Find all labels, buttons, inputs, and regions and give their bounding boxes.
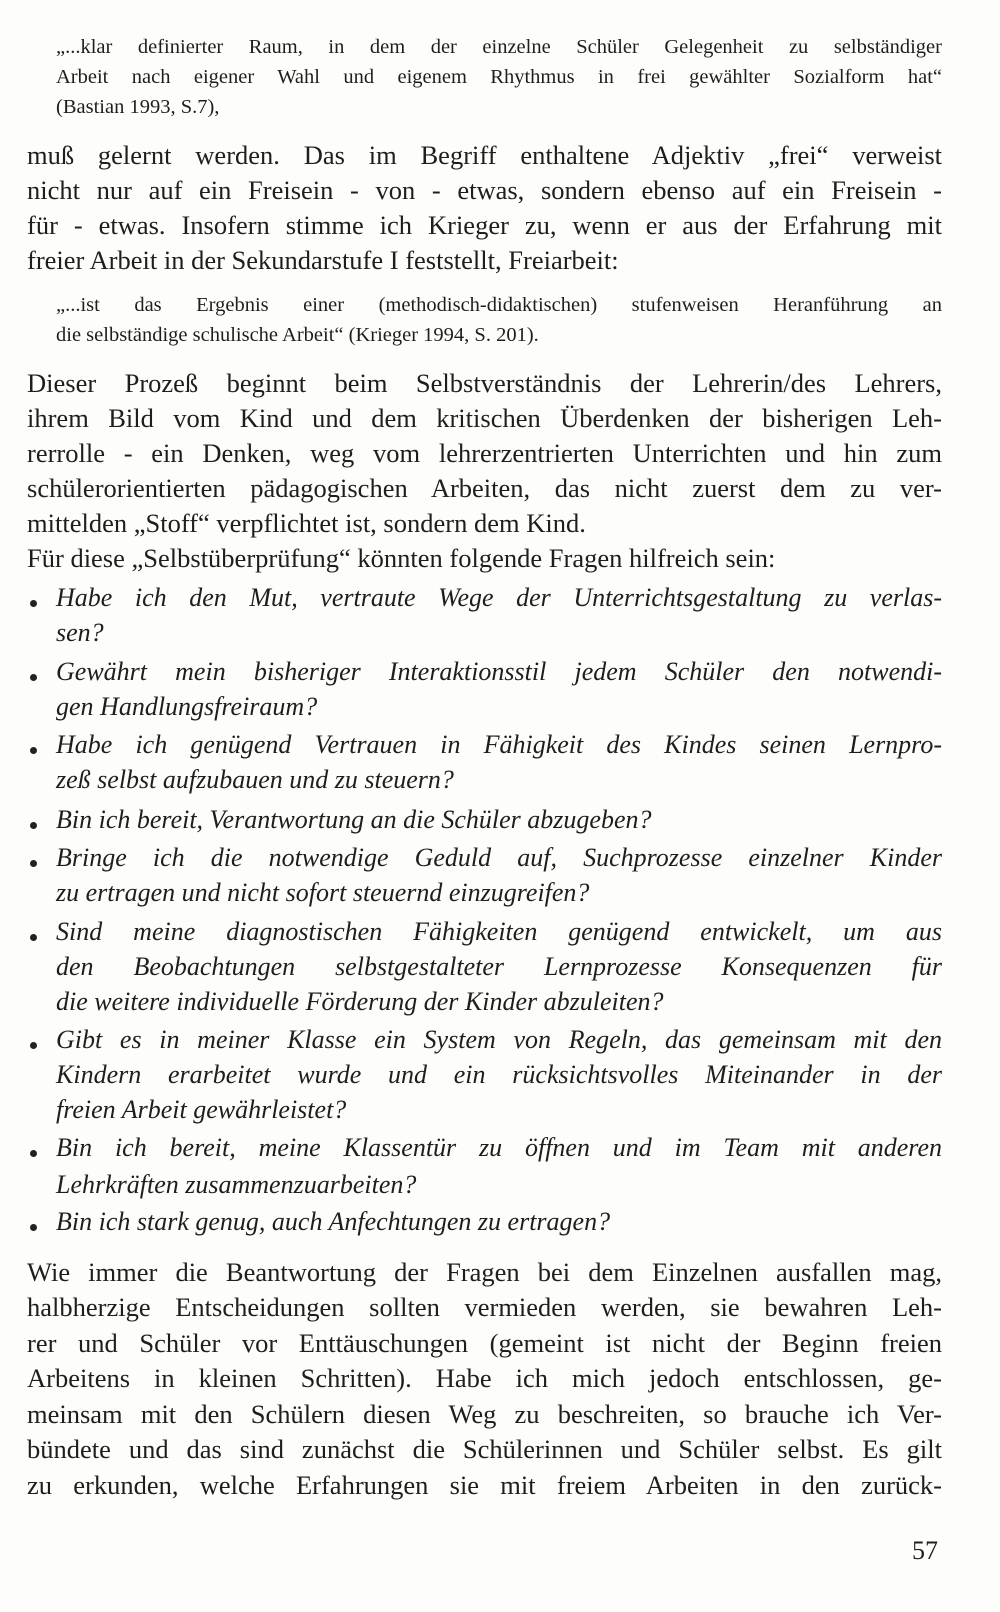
bullet-item-line: Bringe ich die notwendige Geduld auf, Suchprozesse einzelner Kinder bbox=[56, 843, 942, 872]
bullet-item-line: zu ertragen und nicht sofort steuernd einzugreifen? bbox=[56, 878, 590, 907]
bullet-icon bbox=[30, 934, 37, 941]
body-text-line: schülerorientierten pädagogischen Arbeiten, das nicht zuerst dem zu ver- bbox=[27, 473, 942, 503]
bullet-item-line: Sind meine diagnostischen Fähigkeiten genügend entwickelt, um aus bbox=[56, 917, 942, 946]
bullet-item-line: Bin ich bereit, meine Klassentür zu öffnen und im Team mit anderen bbox=[56, 1133, 942, 1162]
bullet-item-line: freien Arbeit gewährleistet? bbox=[56, 1095, 347, 1124]
body-text-line: nicht nur auf ein Freisein - von - etwas, sondern ebenso auf ein Freisein - bbox=[27, 175, 942, 205]
bullet-item-line: die weitere individuelle Förderung der Kinder abzuleiten? bbox=[56, 987, 664, 1016]
body-text-line: zu erkunden, welche Erfahrungen sie mit freiem Arbeiten in den zurück- bbox=[27, 1470, 942, 1500]
bullet-icon bbox=[30, 1042, 37, 1049]
bullet-icon bbox=[30, 1224, 37, 1231]
body-text-line: muß gelernt werden. Das im Begriff enthaltene Adjektiv „frei“ verweist bbox=[27, 140, 942, 170]
body-text-line: halbherzige Entscheidungen sollten vermieden werden, sie bewahren Leh- bbox=[27, 1292, 942, 1322]
block-quote-line: die selbständige schulische Arbeit“ (Krieger 1994, S. 201). bbox=[56, 324, 539, 346]
bullet-item-line: zeß selbst aufzubauen und zu steuern? bbox=[56, 765, 454, 794]
block-quote-line: „...ist das Ergebnis einer (methodisch-didaktischen) stufenweisen Heranführung an bbox=[56, 294, 942, 316]
bullet-item-line: Gewährt mein bisheriger Interaktionsstil jedem Schüler den notwendi- bbox=[56, 657, 942, 686]
bullet-icon bbox=[30, 674, 37, 681]
bullet-icon bbox=[30, 822, 37, 829]
body-text-line: bündete und das sind zunächst die Schülerinnen und Schüler selbst. Es gilt bbox=[27, 1434, 942, 1464]
body-text-line: Dieser Prozeß beginnt beim Selbstverständnis der Lehrerin/des Lehrers, bbox=[27, 368, 942, 398]
page-number: 57 bbox=[912, 1536, 938, 1565]
bullet-item-line: Kindern erarbeitet wurde und ein rücksichtsvolles Miteinander in der bbox=[56, 1060, 942, 1089]
bullet-item-line: Habe ich genügend Vertrauen in Fähigkeit des Kindes seinen Lernpro- bbox=[56, 730, 942, 759]
bullet-item-line: gen Handlungsfreiraum? bbox=[56, 692, 318, 721]
bullet-item-line: Bin ich bereit, Verantwortung an die Schüler abzugeben? bbox=[56, 805, 652, 834]
block-quote-line: „...klar definierter Raum, in dem der einzelne Schüler Gelegenheit zu selbständiger bbox=[56, 36, 942, 58]
bullet-item-line: Gibt es in meiner Klasse ein System von Regeln, das gemeinsam mit den bbox=[56, 1025, 942, 1054]
body-text-line: Arbeitens in kleinen Schritten). Habe ich mich jedoch entschlossen, ge- bbox=[27, 1363, 942, 1393]
bullet-item-line: Lehrkräften zusammenzuarbeiten? bbox=[56, 1170, 417, 1199]
body-text-line: rerrolle - ein Denken, weg vom lehrerzentrierten Unterrichten und hin zum bbox=[27, 438, 942, 468]
block-quote-line: (Bastian 1993, S.7), bbox=[56, 96, 220, 118]
body-text-line: für - etwas. Insofern stimme ich Krieger zu, wenn er aus der Erfahrung mit bbox=[27, 210, 942, 240]
body-text-line: rer und Schüler vor Enttäuschungen (gemeint ist nicht der Beginn freien bbox=[27, 1328, 942, 1358]
body-text-line: Wie immer die Beantwortung der Fragen bei dem Einzelnen ausfallen mag, bbox=[27, 1257, 942, 1287]
body-text-line: ihrem Bild vom Kind und dem kritischen Überdenken der bisherigen Leh- bbox=[27, 403, 942, 433]
bullet-icon bbox=[30, 600, 37, 607]
bullet-icon bbox=[30, 1150, 37, 1157]
bullet-item-line: sen? bbox=[56, 618, 104, 647]
body-text-line: Für diese „Selbstüberprüfung“ könnten folgende Fragen hilfreich sein: bbox=[27, 543, 776, 573]
body-text-line: meinsam mit den Schülern diesen Weg zu beschreiten, so brauche ich Ver- bbox=[27, 1399, 942, 1429]
body-text-line: mittelden „Stoff“ verpflichtet ist, sondern dem Kind. bbox=[27, 508, 586, 538]
bullet-item-line: den Beobachtungen selbstgestalteter Lernprozesse Konsequenzen für bbox=[56, 952, 942, 981]
bullet-icon bbox=[30, 860, 37, 867]
bullet-item-line: Bin ich stark genug, auch Anfechtungen zu ertragen? bbox=[56, 1207, 611, 1236]
block-quote-line: Arbeit nach eigener Wahl und eigenem Rhythmus in frei gewählter Sozialform hat“ bbox=[56, 66, 942, 88]
bullet-item-line: Habe ich den Mut, vertraute Wege der Unterrichtsgestaltung zu verlas- bbox=[56, 583, 942, 612]
body-text-line: freier Arbeit in der Sekundarstufe I feststellt, Freiarbeit: bbox=[27, 245, 619, 275]
bullet-icon bbox=[30, 747, 37, 754]
